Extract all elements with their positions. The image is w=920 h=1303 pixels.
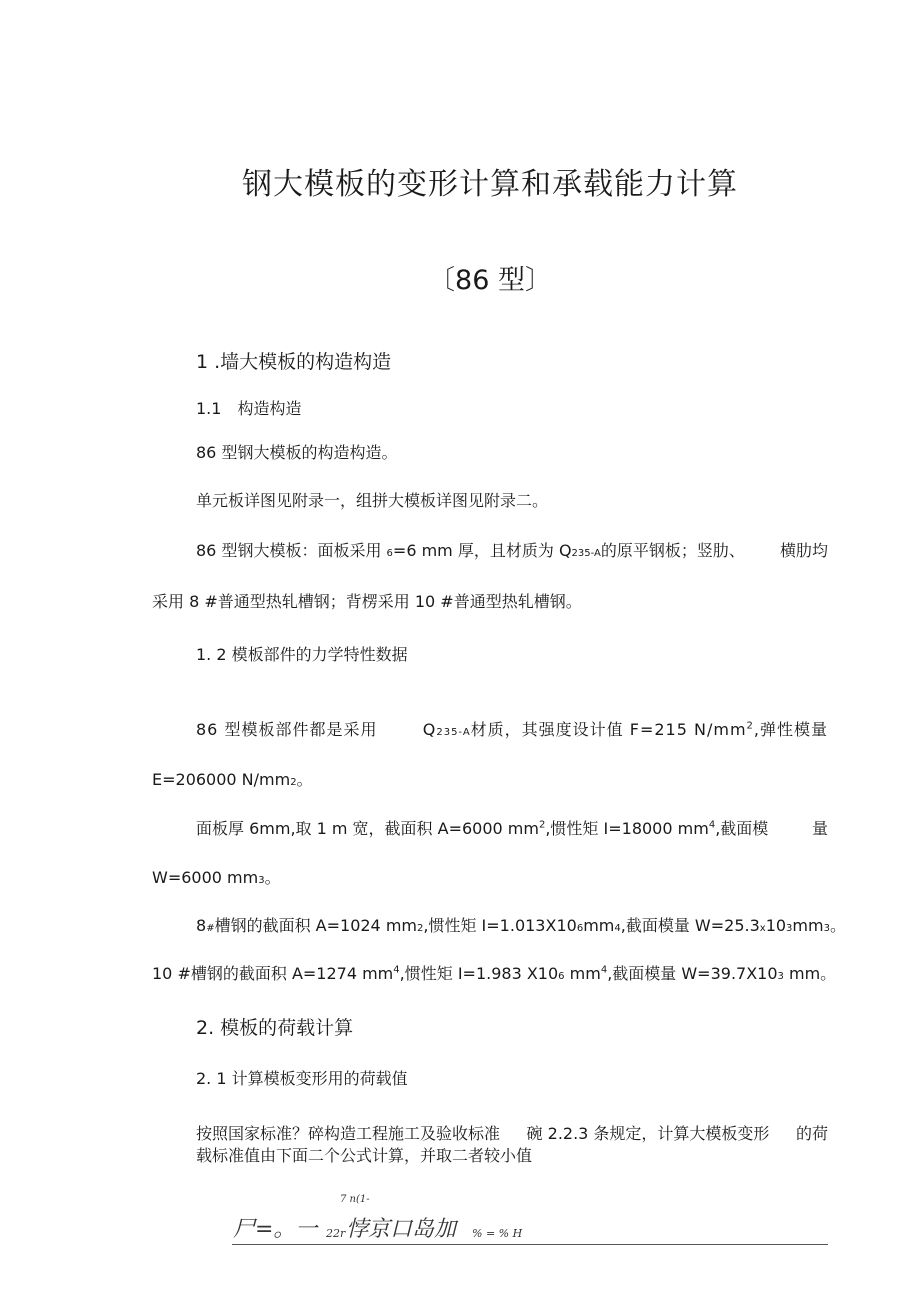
p3-part-d: 横肋均 xyxy=(779,541,828,560)
paragraph-6 xyxy=(196,916,846,939)
p6-b: 槽钢的截面积 A=1024 mm xyxy=(214,916,417,935)
p4-line2-b: 。 xyxy=(296,770,313,789)
p7-a: 10 #槽钢的截面积 A=1274 mm xyxy=(152,964,394,983)
p6-x: x xyxy=(759,923,766,934)
p4-part-a: 86 型模板部件都是采用 xyxy=(196,720,378,739)
p6-sup3: 4 xyxy=(614,923,621,934)
section-1-1-heading: 1.1 构造构造 xyxy=(196,399,302,418)
document-title: 钢大模板的变形计算和承载能力计算 xyxy=(242,167,738,202)
p6-g: mm xyxy=(792,916,824,935)
p5-part-b: ,惯性矩 I=18000 mm xyxy=(545,819,709,838)
document-subtitle: 〔86 型〕 xyxy=(428,265,552,296)
section-1-heading: 1 .墙大模板的构造构造 xyxy=(196,351,392,373)
formula-small: 22r xyxy=(326,1227,346,1240)
p5-part-c: ,截面模 xyxy=(715,819,769,838)
p5-part-d: 量 xyxy=(811,819,828,838)
formula-left: 尸=。一 xyxy=(233,1217,318,1242)
p6-hash: # xyxy=(206,923,215,934)
p5-sup1: 2 xyxy=(538,819,546,831)
p5-line2-b: 。 xyxy=(264,868,281,887)
paragraph-8-line-2: 载标准值由下面二个公式计算，并取二者较小值 xyxy=(196,1146,533,1165)
paragraph-8-line-1 xyxy=(196,1124,828,1144)
p4-q: Q xyxy=(422,720,437,739)
p4-line2-a: E=206000 N/mm xyxy=(152,770,291,789)
paragraph-4-line-1 xyxy=(196,720,828,743)
section-2-1-heading: 2. 1 计算模板变形用的荷载值 xyxy=(196,1069,408,1088)
p4-sup: 2 xyxy=(746,720,754,732)
p7-sup3: 4 xyxy=(600,964,608,976)
p5-line2-sup: 3 xyxy=(258,875,265,886)
p6-c: ,惯性矩 I=1.013X10 xyxy=(423,916,577,935)
paragraph-1: 86 型钢大模板的构造构造。 xyxy=(196,443,398,462)
p6-d: mm xyxy=(583,916,615,935)
p4-small-grade: 235-A xyxy=(436,727,471,738)
p7-b: ,惯性矩 I=1.983 X10 xyxy=(399,964,559,983)
p6-sup5: 3 xyxy=(823,923,830,934)
p3-part-a: 86 型钢大模板：面板采用 xyxy=(196,541,382,560)
formula-right: % = % H xyxy=(472,1227,523,1240)
paragraph-7 xyxy=(152,964,836,987)
p8-b: 碗 2.2.3 条规定，计算大模板变形 xyxy=(526,1124,770,1143)
p6-sup2: 6 xyxy=(576,923,584,934)
p7-sup2: 6 xyxy=(558,971,565,982)
p6-sup4: 3 xyxy=(786,923,793,934)
p7-sup4: 3 xyxy=(777,971,784,982)
p5-line2-a: W=6000 mm xyxy=(152,868,259,887)
p6-a: 8 xyxy=(196,916,207,935)
section-2-heading: 2. 模板的荷载计算 xyxy=(196,1017,354,1039)
paragraph-5-line-1 xyxy=(196,819,828,839)
paragraph-5-line-2 xyxy=(152,868,281,891)
p3-part-b: =6 mm 厚，且材质为 Q xyxy=(392,541,572,560)
paragraph-3-text xyxy=(196,541,745,564)
p7-c: mm xyxy=(564,964,601,983)
p5-sup2: 4 xyxy=(708,819,716,831)
p6-sup1: 2 xyxy=(417,923,424,934)
formula-mid: 悖京口岛加 xyxy=(346,1217,457,1242)
p8-a: 按照国家标准？碎构造工程施工及验收标准 xyxy=(196,1124,501,1143)
p8-c: 的荷 xyxy=(795,1124,828,1143)
p3-part-c: 的原平钢板；竖肋、 xyxy=(600,541,745,560)
formula-divider xyxy=(232,1244,828,1245)
p5-part-a: 面板厚 6mm,取 1 m 宽，截面积 A=6000 mm xyxy=(196,819,539,838)
p7-sup1: 4 xyxy=(393,964,400,976)
p3-small-grade: 235-A xyxy=(571,548,601,559)
p6-f: 10 xyxy=(765,916,787,935)
p4-line2-sup: 2 xyxy=(290,777,297,788)
p7-d: ,截面模量 W=39.7X10 xyxy=(607,964,778,983)
paragraph-4-line-2 xyxy=(152,770,313,793)
formula-top-fragment: 7 n(1- xyxy=(340,1194,370,1205)
p4-rest xyxy=(423,720,828,743)
p5-text xyxy=(196,819,768,839)
p6-h: 。 xyxy=(829,916,846,935)
p4-part-b: 材质，其强度设计值 F=215 N/mm xyxy=(470,720,747,739)
p4-part-c: ,弹性模量 xyxy=(753,720,828,739)
section-1-2-heading: 1. 2 模板部件的力学特性数据 xyxy=(196,645,408,664)
paragraph-2: 单元板详图见附录一，组拼大模板详图见附录二。 xyxy=(196,491,549,510)
p6-e: ,截面模量 W=25.3 xyxy=(620,916,760,935)
p7-e: mm。 xyxy=(783,964,837,983)
paragraph-3-line-2: 采用 8 #普通型热轧槽钢；背楞采用 10 #普通型热轧槽钢。 xyxy=(152,592,582,611)
paragraph-3-line-1 xyxy=(196,541,828,564)
p3-small-delta: 6 xyxy=(386,548,393,559)
